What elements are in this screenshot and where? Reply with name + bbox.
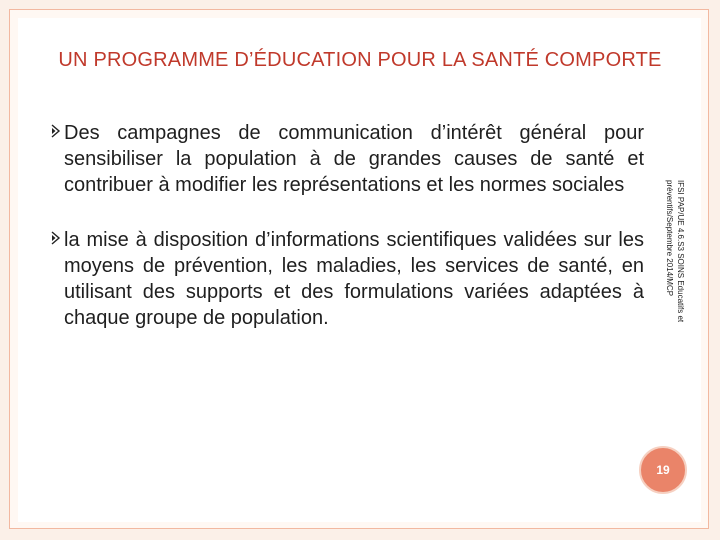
bullet-text: Des campagnes de communication d’intérêt général pour sensibiliser la population à de grandes causes de santé et contribuer à modifier les représentations et les normes sociales (64, 122, 644, 196)
page-number: 19 (656, 463, 670, 477)
side-footer-text: IFSI PAP/UE 4.6.S3 SOINS Educatifs et préventifs/Septembre 2014/MCP (665, 180, 685, 323)
page-number-badge (639, 446, 687, 494)
bullet-item (52, 227, 644, 331)
slide-title: UN PROGRAMME D’ÉDUCATION POUR LA SANTÉ COMPORTE (58, 49, 662, 71)
arrow-bullet-icon (51, 124, 61, 138)
bullet-list (52, 120, 644, 331)
side-footer-note (662, 180, 686, 370)
bullet-item (52, 120, 644, 198)
arrow-bullet-icon (51, 231, 61, 245)
bullet-text: la mise à disposition d’informations scientifiques validées sur les moyens de prévention, les maladies, les services de santé, en utilisant des supports et des formulations variées adaptées à chaque groupe de population. (64, 229, 644, 329)
